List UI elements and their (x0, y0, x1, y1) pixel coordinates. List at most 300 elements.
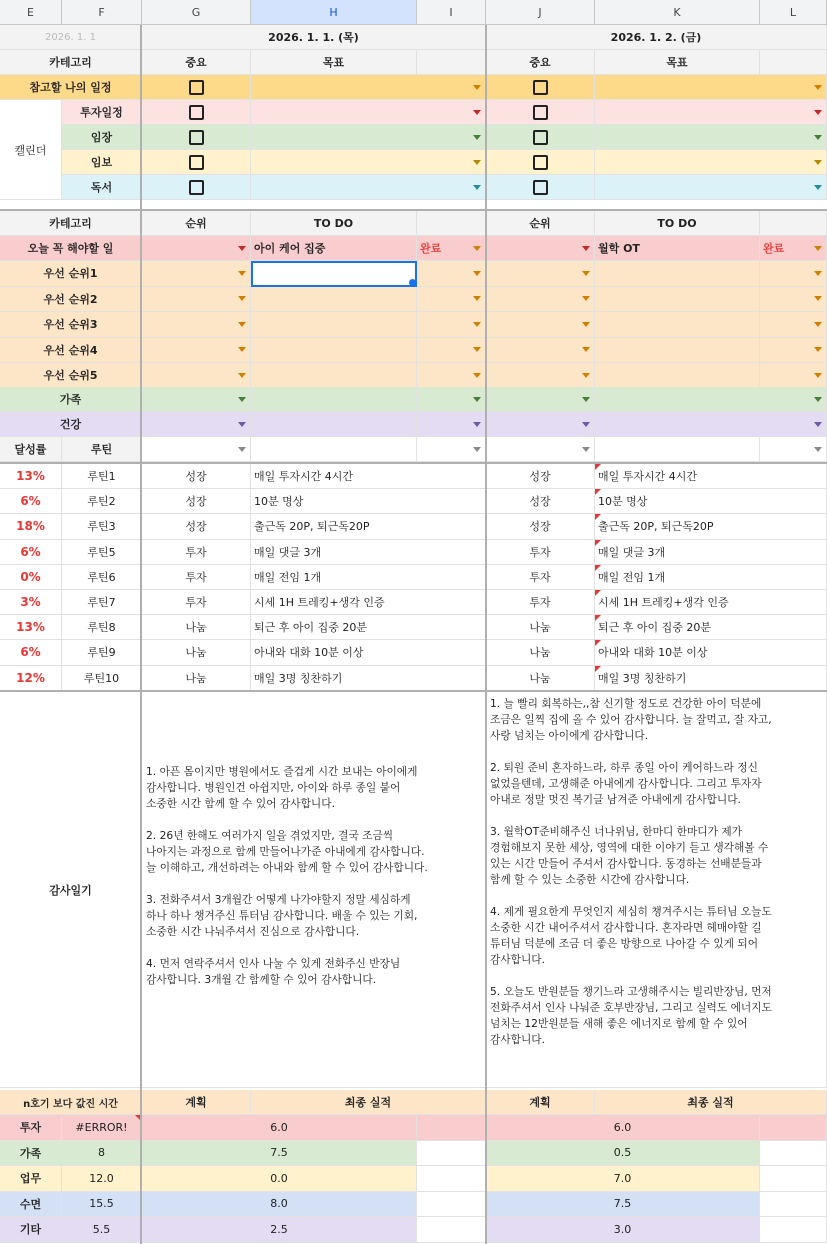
dropdown-arrow-icon[interactable] (473, 85, 481, 90)
dropdown-arrow-icon[interactable] (582, 347, 590, 352)
dropdown-arrow-icon[interactable] (814, 322, 822, 327)
schedule-row (0, 75, 827, 100)
status-dropdown[interactable] (417, 287, 486, 313)
rank-dropdown[interactable] (142, 261, 251, 287)
empty-cell[interactable] (417, 1217, 486, 1243)
dropdown-arrow-icon[interactable] (473, 246, 481, 251)
dropdown-arrow-icon[interactable] (473, 422, 481, 427)
dropdown-arrow-icon[interactable] (814, 135, 822, 140)
column-header-E[interactable]: E (0, 0, 62, 25)
rank-dropdown[interactable] (142, 236, 251, 261)
rank-dropdown[interactable] (486, 387, 595, 412)
rank-dropdown[interactable] (142, 338, 251, 364)
routine-category[interactable] (486, 590, 595, 615)
column-header-K[interactable]: K (595, 0, 760, 25)
dropdown-arrow-icon[interactable] (473, 347, 481, 352)
routine-text[interactable] (595, 590, 827, 615)
comment-marker-icon[interactable] (595, 540, 601, 546)
dropdown-arrow-icon[interactable] (238, 246, 246, 251)
dropdown-arrow-icon[interactable] (473, 373, 481, 378)
time-category[interactable] (0, 1166, 62, 1192)
empty-cell[interactable] (417, 1115, 486, 1141)
routine-category-text: 나눔 (185, 646, 207, 660)
gratitude-label[interactable] (0, 692, 142, 1088)
routine-category[interactable] (142, 615, 251, 640)
routine-name[interactable] (62, 565, 142, 590)
todo-cell[interactable] (251, 312, 417, 338)
rank-dropdown[interactable] (486, 338, 595, 364)
important-checkbox-cell[interactable] (142, 75, 251, 100)
dropdown-arrow-icon[interactable] (238, 447, 246, 452)
routine-name[interactable] (62, 489, 142, 514)
today-label-text: 오늘 꼭 해야할 일 (27, 242, 114, 255)
routine-category[interactable] (142, 514, 251, 539)
important-checkbox-cell[interactable] (142, 175, 251, 200)
result-cell[interactable] (486, 1115, 760, 1141)
time-value[interactable] (62, 1192, 142, 1218)
todo-cell[interactable] (595, 412, 760, 437)
schedule-type[interactable] (62, 100, 142, 125)
comment-marker-icon[interactable] (595, 514, 601, 520)
header-cell-text: 순위 (185, 217, 207, 230)
goal-dropdown[interactable] (251, 125, 486, 150)
time-label[interactable] (0, 1090, 142, 1115)
rank-dropdown[interactable] (142, 387, 251, 412)
result-cell[interactable] (142, 1192, 417, 1218)
date-day2[interactable] (486, 25, 827, 50)
important-checkbox-cell[interactable] (486, 175, 595, 200)
result-cell[interactable] (142, 1217, 417, 1243)
routine-category-text: 성장 (185, 495, 207, 509)
plan-header[interactable] (142, 1090, 251, 1115)
comment-marker-icon[interactable] (595, 590, 601, 596)
rate-cell[interactable] (0, 540, 62, 565)
important-checkbox-cell[interactable] (486, 150, 595, 175)
gratitude-day2[interactable] (486, 692, 827, 1088)
result-cell-text: 7.0 (613, 1171, 632, 1185)
column-header-J[interactable]: J (486, 0, 595, 25)
routine-category[interactable] (486, 464, 595, 489)
result-header[interactable] (595, 1090, 827, 1115)
dropdown-arrow-icon[interactable] (814, 422, 822, 427)
empty-cell[interactable] (760, 1192, 827, 1218)
result-header[interactable] (251, 1090, 486, 1115)
goal-dropdown[interactable] (251, 175, 486, 200)
result-cell-text: 0.5 (613, 1146, 632, 1160)
time-value[interactable] (62, 1217, 142, 1243)
column-header-F[interactable]: F (62, 0, 142, 25)
time-value[interactable] (62, 1166, 142, 1192)
routine-text[interactable] (251, 514, 486, 539)
rate-cell[interactable] (0, 565, 62, 590)
dropdown-arrow-icon[interactable] (238, 271, 246, 276)
rank-dropdown[interactable] (486, 437, 595, 462)
dropdown-arrow-icon[interactable] (582, 296, 590, 301)
time-category-text: 투자 (19, 1121, 42, 1135)
routine-text[interactable] (595, 640, 827, 665)
dropdown-arrow-icon[interactable] (814, 271, 822, 276)
time-value[interactable] (62, 1115, 142, 1141)
routine-text[interactable] (251, 640, 486, 665)
routine-category[interactable] (142, 464, 251, 489)
routine-category[interactable] (486, 489, 595, 514)
todo-header-row (0, 211, 827, 236)
checkbox[interactable] (189, 105, 204, 120)
routine-text[interactable] (251, 590, 486, 615)
routine-name[interactable] (62, 464, 142, 489)
status-dropdown[interactable] (760, 412, 827, 437)
empty-cell[interactable] (417, 1192, 486, 1218)
dropdown-arrow-icon[interactable] (814, 185, 822, 190)
goal-dropdown[interactable] (251, 100, 486, 125)
routine-text[interactable] (251, 464, 486, 489)
today-label[interactable] (0, 236, 142, 261)
dropdown-arrow-icon[interactable] (814, 110, 822, 115)
result-cell[interactable] (142, 1115, 417, 1141)
header-cell-text: 중요 (185, 56, 207, 69)
column-header-G[interactable]: G (142, 0, 251, 25)
dropdown-arrow-icon[interactable] (814, 85, 822, 90)
routine-text[interactable] (595, 540, 827, 565)
result-cell[interactable] (486, 1141, 760, 1167)
dropdown-arrow-icon[interactable] (473, 296, 481, 301)
todo-cell[interactable] (251, 437, 417, 462)
rank-dropdown[interactable] (486, 261, 595, 287)
important-checkbox-cell[interactable] (142, 100, 251, 125)
frozen-divider (485, 25, 487, 1244)
result-cell[interactable] (142, 1141, 417, 1167)
routine-name-text: 루틴10 (83, 671, 120, 685)
status-dropdown[interactable] (760, 287, 827, 313)
time-row (0, 1166, 827, 1192)
header-cell[interactable] (251, 50, 417, 75)
header-cell[interactable] (142, 211, 251, 236)
goal-dropdown[interactable] (595, 100, 827, 125)
dropdown-arrow-icon[interactable] (473, 135, 481, 140)
todo-cell[interactable] (595, 437, 760, 462)
routine-text[interactable] (251, 540, 486, 565)
routine-category[interactable] (142, 640, 251, 665)
time-value[interactable] (62, 1141, 142, 1167)
checkbox[interactable] (189, 180, 204, 195)
important-checkbox-cell[interactable] (486, 100, 595, 125)
dropdown-arrow-icon[interactable] (473, 160, 481, 165)
routine-text[interactable] (595, 565, 827, 590)
status-dropdown[interactable] (417, 363, 486, 389)
dropdown-arrow-icon[interactable] (582, 397, 590, 402)
routine-category[interactable] (142, 590, 251, 615)
routine-category[interactable] (142, 489, 251, 514)
date-day1[interactable] (142, 25, 486, 50)
header-cell[interactable] (251, 211, 417, 236)
header-cell[interactable] (760, 50, 827, 75)
rank-dropdown[interactable] (142, 363, 251, 389)
health-label[interactable] (0, 412, 142, 437)
result-cell[interactable] (486, 1192, 760, 1218)
today-row (0, 236, 827, 261)
header-cell[interactable] (486, 50, 595, 75)
routine-category[interactable] (486, 615, 595, 640)
rate-cell[interactable] (0, 590, 62, 615)
rate-header[interactable] (0, 437, 62, 462)
schedule-type[interactable] (62, 125, 142, 150)
status-dropdown[interactable] (760, 437, 827, 462)
todo-cell[interactable] (595, 363, 760, 389)
header-cell[interactable] (417, 211, 486, 236)
goal-dropdown[interactable] (595, 175, 827, 200)
dropdown-arrow-icon[interactable] (238, 322, 246, 327)
routine-text[interactable] (251, 615, 486, 640)
dropdown-arrow-icon[interactable] (814, 397, 822, 402)
priority-label[interactable] (0, 363, 142, 389)
rate-cell[interactable] (0, 666, 62, 691)
goal-dropdown[interactable] (595, 75, 827, 100)
dropdown-arrow-icon[interactable] (582, 322, 590, 327)
routine-header[interactable] (62, 437, 142, 462)
dropdown-arrow-icon[interactable] (238, 422, 246, 427)
status-dropdown[interactable] (417, 437, 486, 462)
dropdown-arrow-icon[interactable] (473, 185, 481, 190)
checkbox[interactable] (533, 105, 548, 120)
status-dropdown[interactable] (760, 363, 827, 389)
dropdown-arrow-icon[interactable] (473, 110, 481, 115)
dropdown-arrow-icon[interactable] (814, 347, 822, 352)
todo-cell-text: 아이 케어 집중 (254, 242, 326, 255)
column-header-H[interactable]: H (251, 0, 417, 25)
priority-label[interactable] (0, 261, 142, 287)
empty-cell[interactable] (760, 1166, 827, 1192)
rank-dropdown[interactable] (486, 312, 595, 338)
checkbox[interactable] (189, 80, 204, 95)
routine-name[interactable] (62, 666, 142, 691)
status-dropdown[interactable] (417, 412, 486, 437)
dropdown-arrow-icon[interactable] (238, 347, 246, 352)
status-dropdown[interactable] (417, 387, 486, 412)
time-value-text: #ERROR! (75, 1120, 128, 1134)
comment-marker-icon[interactable] (595, 615, 601, 621)
routine-text[interactable] (251, 565, 486, 590)
routine-category[interactable] (486, 540, 595, 565)
rank-dropdown[interactable] (142, 437, 251, 462)
todo-cell[interactable] (251, 363, 417, 389)
dropdown-arrow-icon[interactable] (473, 271, 481, 276)
important-checkbox-cell[interactable] (142, 150, 251, 175)
routine-text[interactable] (251, 666, 486, 691)
dropdown-arrow-icon[interactable] (814, 246, 822, 251)
empty-cell[interactable] (760, 1141, 827, 1167)
todo-cell-text: 월학 OT (598, 242, 640, 255)
header-cell[interactable] (486, 211, 595, 236)
todo-cell[interactable] (595, 338, 760, 364)
status-dropdown[interactable] (417, 312, 486, 338)
result-cell[interactable] (486, 1217, 760, 1243)
goal-dropdown[interactable] (595, 125, 827, 150)
rank-dropdown[interactable] (142, 287, 251, 313)
time-category-text: 업무 (19, 1172, 42, 1186)
dropdown-arrow-icon[interactable] (238, 296, 246, 301)
routine-name[interactable] (62, 540, 142, 565)
dropdown-arrow-icon[interactable] (582, 271, 590, 276)
routine-text[interactable] (595, 464, 827, 489)
routine-category-text: 투자 (185, 596, 207, 610)
todo-cell[interactable] (251, 261, 417, 287)
important-checkbox-cell[interactable] (486, 125, 595, 150)
routine-category-text: 투자 (185, 570, 207, 584)
rank-dropdown[interactable] (486, 363, 595, 389)
rank-dropdown[interactable] (486, 412, 595, 437)
rank-dropdown[interactable] (142, 312, 251, 338)
routine-category[interactable] (486, 565, 595, 590)
status-dropdown[interactable] (417, 236, 486, 261)
todo-cell[interactable] (595, 387, 760, 412)
routine-text[interactable] (595, 615, 827, 640)
dropdown-arrow-icon[interactable] (473, 322, 481, 327)
rank-dropdown[interactable] (486, 236, 595, 261)
checkbox[interactable] (533, 180, 548, 195)
dropdown-arrow-icon[interactable] (473, 447, 481, 452)
status-dropdown[interactable] (760, 338, 827, 364)
date-small-text: 2026. 1. 1 (45, 31, 96, 43)
status-dropdown[interactable] (760, 261, 827, 287)
todo-cell[interactable] (251, 387, 417, 412)
status-dropdown[interactable] (417, 338, 486, 364)
routine-text[interactable] (595, 666, 827, 691)
goal-dropdown[interactable] (251, 75, 486, 100)
dropdown-arrow-icon[interactable] (582, 246, 590, 251)
category-label[interactable] (0, 50, 142, 75)
dropdown-arrow-icon[interactable] (238, 373, 246, 378)
routine-text-text: 아내와 대화 10분 이상 (598, 646, 708, 660)
todo-cell[interactable] (595, 236, 760, 261)
time-category[interactable] (0, 1192, 62, 1218)
dropdown-arrow-icon[interactable] (582, 447, 590, 452)
priority-label-text: 우선 순위1 (43, 267, 98, 281)
rate-cell[interactable] (0, 464, 62, 489)
dropdown-arrow-icon[interactable] (814, 296, 822, 301)
column-header-L[interactable]: L (760, 0, 827, 25)
category-label[interactable] (0, 211, 142, 236)
empty-cell[interactable] (760, 1217, 827, 1243)
rate-cell[interactable] (0, 615, 62, 640)
todo-cell[interactable] (595, 261, 760, 287)
todo-cell[interactable] (251, 236, 417, 261)
gratitude-label-text: 감사일기 (49, 883, 92, 897)
status-dropdown[interactable] (760, 312, 827, 338)
dropdown-arrow-icon[interactable] (814, 373, 822, 378)
schedule-type[interactable] (62, 175, 142, 200)
routine-name[interactable] (62, 514, 142, 539)
header-cell[interactable] (417, 50, 486, 75)
checkbox[interactable] (533, 155, 548, 170)
rate-cell[interactable] (0, 489, 62, 514)
routine-category[interactable] (486, 666, 595, 691)
empty-cell[interactable] (417, 1141, 486, 1167)
checkbox[interactable] (189, 155, 204, 170)
rank-dropdown[interactable] (142, 412, 251, 437)
todo-cell[interactable] (595, 312, 760, 338)
rank-dropdown[interactable] (486, 287, 595, 313)
family-label[interactable] (0, 387, 142, 412)
routine-name[interactable] (62, 615, 142, 640)
comment-marker-icon[interactable] (595, 666, 601, 672)
rate-cell[interactable] (0, 640, 62, 665)
result-cell[interactable] (142, 1166, 417, 1192)
priority-label[interactable] (0, 338, 142, 364)
routine-category[interactable] (142, 540, 251, 565)
time-category[interactable] (0, 1217, 62, 1243)
plan-header[interactable] (486, 1090, 595, 1115)
empty-cell[interactable] (417, 1166, 486, 1192)
checkbox[interactable] (533, 130, 548, 145)
routine-name[interactable] (62, 590, 142, 615)
time-category[interactable] (0, 1141, 62, 1167)
empty-cell[interactable] (760, 1115, 827, 1141)
gratitude-day1[interactable] (142, 692, 486, 1088)
routine-name[interactable] (62, 640, 142, 665)
dropdown-arrow-icon[interactable] (814, 447, 822, 452)
comment-marker-icon[interactable] (595, 464, 601, 470)
routine-text[interactable] (595, 514, 827, 539)
checkbox[interactable] (189, 130, 204, 145)
dropdown-arrow-icon[interactable] (238, 397, 246, 402)
todo-cell[interactable] (251, 287, 417, 313)
routine-category-text: 성장 (529, 470, 551, 484)
priority-label[interactable] (0, 287, 142, 313)
fill-handle[interactable] (409, 279, 416, 286)
routine-text[interactable] (595, 489, 827, 514)
routine-text-text: 매일 전임 1개 (598, 570, 666, 584)
header-cell[interactable] (760, 211, 827, 236)
dropdown-arrow-icon[interactable] (582, 422, 590, 427)
status-dropdown[interactable] (760, 387, 827, 412)
my-schedule-label[interactable] (0, 75, 142, 100)
important-checkbox-cell[interactable] (486, 75, 595, 100)
routine-category[interactable] (142, 565, 251, 590)
date-small[interactable] (0, 25, 142, 50)
header-cell[interactable] (595, 50, 760, 75)
routine-name-text: 루틴8 (87, 621, 116, 635)
header-cell[interactable] (595, 211, 760, 236)
rate-cell[interactable] (0, 514, 62, 539)
status-dropdown[interactable] (417, 261, 486, 287)
time-category[interactable] (0, 1115, 62, 1141)
todo-cell[interactable] (251, 412, 417, 437)
important-checkbox-cell[interactable] (142, 125, 251, 150)
todo-cell[interactable] (251, 338, 417, 364)
comment-marker-icon[interactable] (595, 565, 601, 571)
comment-marker-icon[interactable] (595, 640, 601, 646)
status-dropdown[interactable] (760, 236, 827, 261)
comment-marker-icon[interactable] (595, 489, 601, 495)
goal-dropdown[interactable] (251, 150, 486, 175)
checkbox[interactable] (533, 80, 548, 95)
goal-dropdown[interactable] (595, 150, 827, 175)
dropdown-arrow-icon[interactable] (473, 397, 481, 402)
routine-row (0, 615, 827, 640)
dropdown-arrow-icon[interactable] (814, 160, 822, 165)
priority-label[interactable] (0, 312, 142, 338)
routine-text[interactable] (251, 489, 486, 514)
routine-category[interactable] (486, 640, 595, 665)
schedule-type[interactable] (62, 150, 142, 175)
dropdown-arrow-icon[interactable] (582, 373, 590, 378)
routine-category[interactable] (486, 514, 595, 539)
todo-cell[interactable] (595, 287, 760, 313)
routine-category[interactable] (142, 666, 251, 691)
header-cell[interactable] (142, 50, 251, 75)
column-header-I[interactable]: I (417, 0, 486, 25)
result-cell[interactable] (486, 1166, 760, 1192)
